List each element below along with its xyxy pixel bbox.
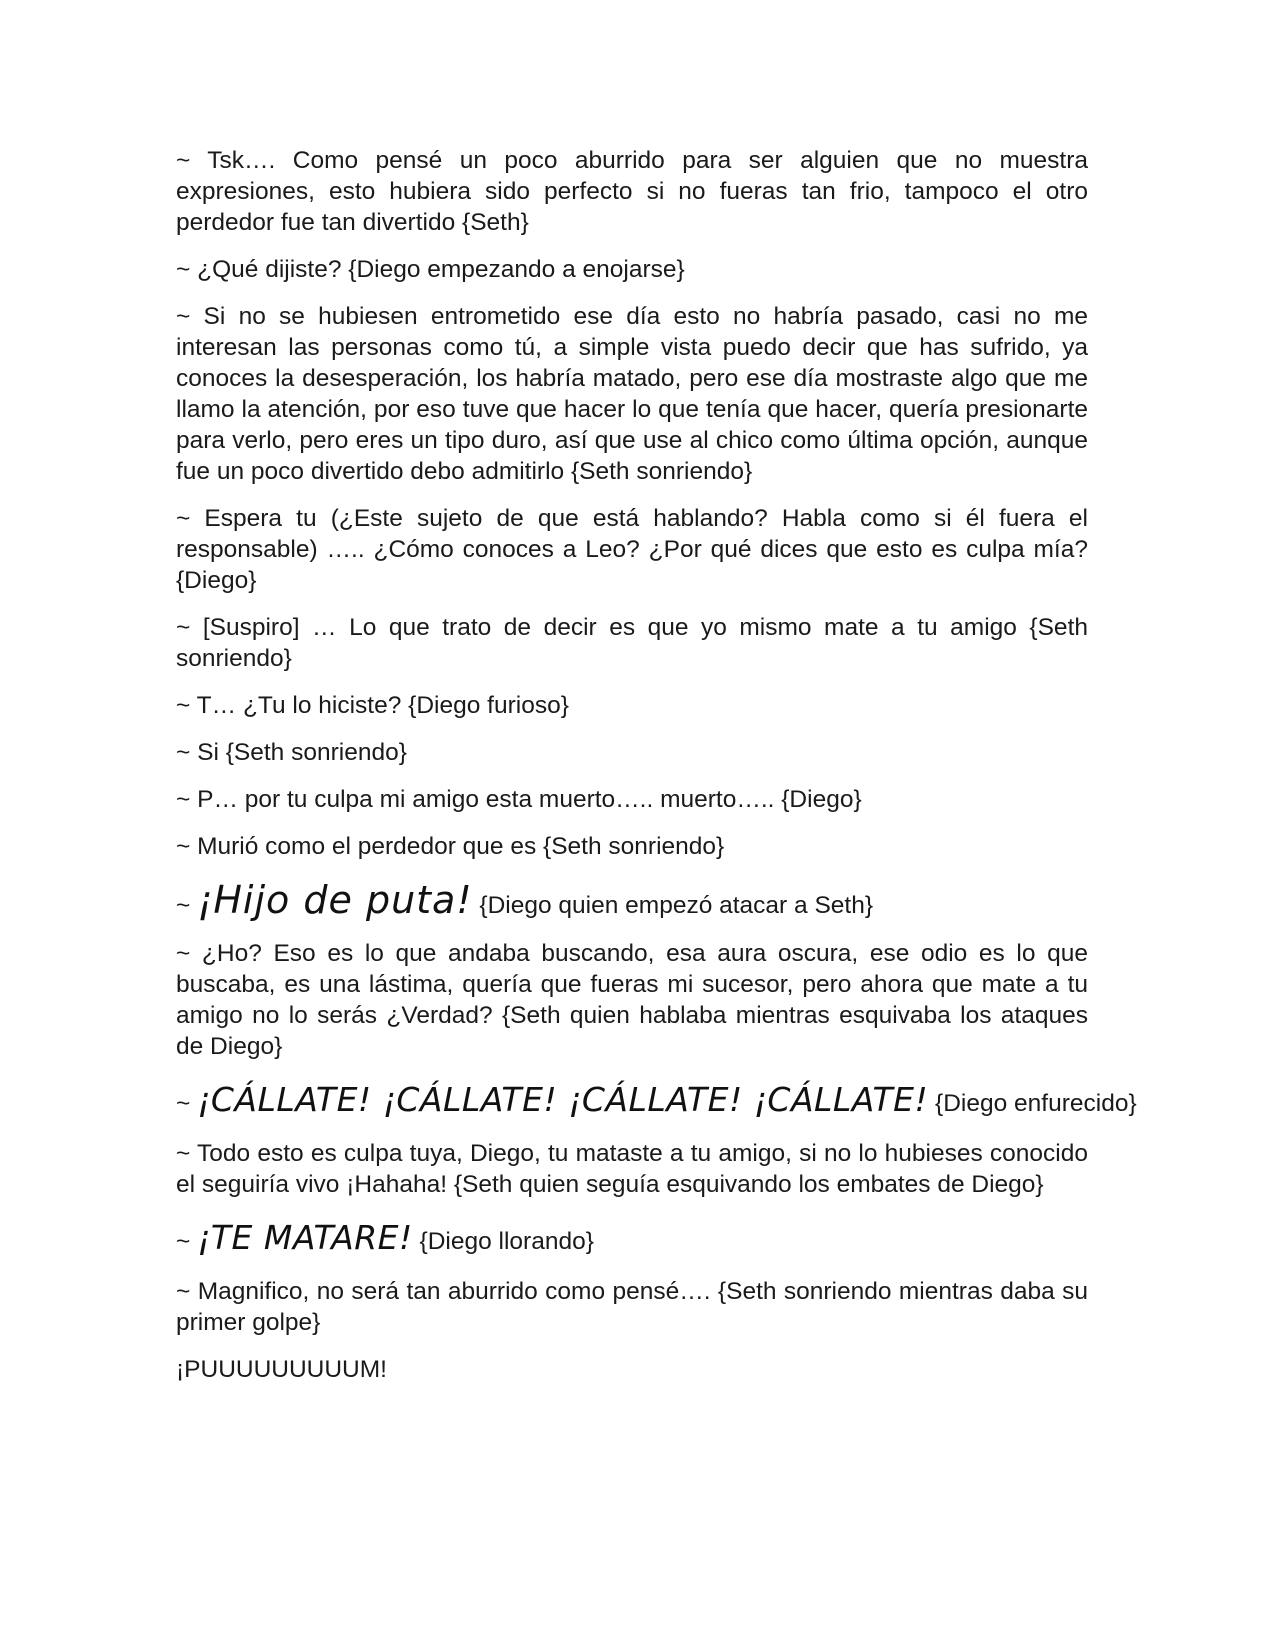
paragraph-seth-tsk: ~ Tsk…. Como pensé un poco aburrido para ser alguien que no muestra expresiones, esto hubiera sido perfecto si no fueras tan frio, tampoco el otro perdedor fue tan divertido {Seth} xyxy=(176,147,1088,236)
document-page xyxy=(176,145,1137,1401)
shout-hijo-de-puta: ¡Hijo de puta! xyxy=(197,878,473,922)
shout-prefix: ~ xyxy=(176,1090,198,1117)
shout-prefix: ~ xyxy=(176,892,198,919)
paragraph-diego-tu-lo-hiciste: ~ T… ¿Tu lo hiciste? {Diego furioso} xyxy=(176,692,569,719)
shout-tag: {Diego llorando} xyxy=(412,1228,594,1255)
paragraph-diego-que-dijiste: ~ ¿Qué dijiste? {Diego empezando a enojarse} xyxy=(176,256,685,283)
paragraph-seth-magnifico: ~ Magnifico, no será tan aburrido como pensé…. {Seth sonriendo mientras daba su primer golpe} xyxy=(176,1278,1088,1336)
paragraph-seth-murio: ~ Murió como el perdedor que es {Seth sonriendo} xyxy=(176,833,725,860)
shout-line-te-matare xyxy=(176,1216,1088,1260)
shout-prefix: ~ xyxy=(176,1228,198,1255)
paragraph-diego-espera: ~ Espera tu (¿Este sujeto de que está hablando? Habla como si él fuera el responsable) ….. ¿Cómo conoces a Leo? ¿Por qué dices que esto es culpa mía? {Diego} xyxy=(176,505,1088,594)
paragraph-seth-todo: ~ Todo esto es culpa tuya, Diego, tu mataste a tu amigo, si no lo hubieses conocido el seguiría vivo ¡Hahaha! {Seth quien seguía esquivando los embates de Diego} xyxy=(176,1140,1088,1198)
shout-line-hijo xyxy=(176,878,1088,922)
paragraph-seth-suspiro: ~ [Suspiro] … Lo que trato de decir es que yo mismo mate a tu amigo {Seth sonriendo} xyxy=(176,614,1088,672)
shout-te-matare: ¡TE MATARE! xyxy=(197,1218,413,1257)
shout-callate: ¡CÁLLATE! ¡CÁLLATE! ¡CÁLLATE! ¡CÁLLATE! xyxy=(197,1080,929,1119)
paragraph-ending-sound: ¡PUUUUUUUUUM! xyxy=(176,1356,387,1383)
shout-line-callate xyxy=(176,1078,1137,1122)
paragraph-seth-explanation: ~ Si no se hubiesen entrometido ese día esto no habría pasado, casi no me interesan las personas como tú, a simple vista puedo decir que has sufrido, ya conoces la desesperación, los habría matado, pero ese día mostraste algo que me llamo la atención, por eso tuve que hacer lo que tenía que hacer, quería presionarte para verlo, pero eres un tipo duro, así que use al chico como última opción, aunque fue un poco divertido debo admitirlo {Seth sonriendo} xyxy=(176,303,1088,485)
paragraph-diego-muerto: ~ P… por tu culpa mi amigo esta muerto….. muerto….. {Diego} xyxy=(176,786,862,813)
paragraph-seth-ho: ~ ¿Ho? Eso es lo que andaba buscando, esa aura oscura, ese odio es lo que buscaba, es una lástima, quería que fueras mi sucesor, pero ahora que mate a tu amigo no lo serás ¿Verdad? {Seth quien hablaba mientras esquivaba los ataques de Diego} xyxy=(176,940,1088,1060)
shout-tag: {Diego quien empezó atacar a Seth} xyxy=(472,892,874,919)
paragraph-seth-si: ~ Si {Seth sonriendo} xyxy=(176,739,407,766)
shout-tag: {Diego enfurecido} xyxy=(928,1090,1137,1117)
